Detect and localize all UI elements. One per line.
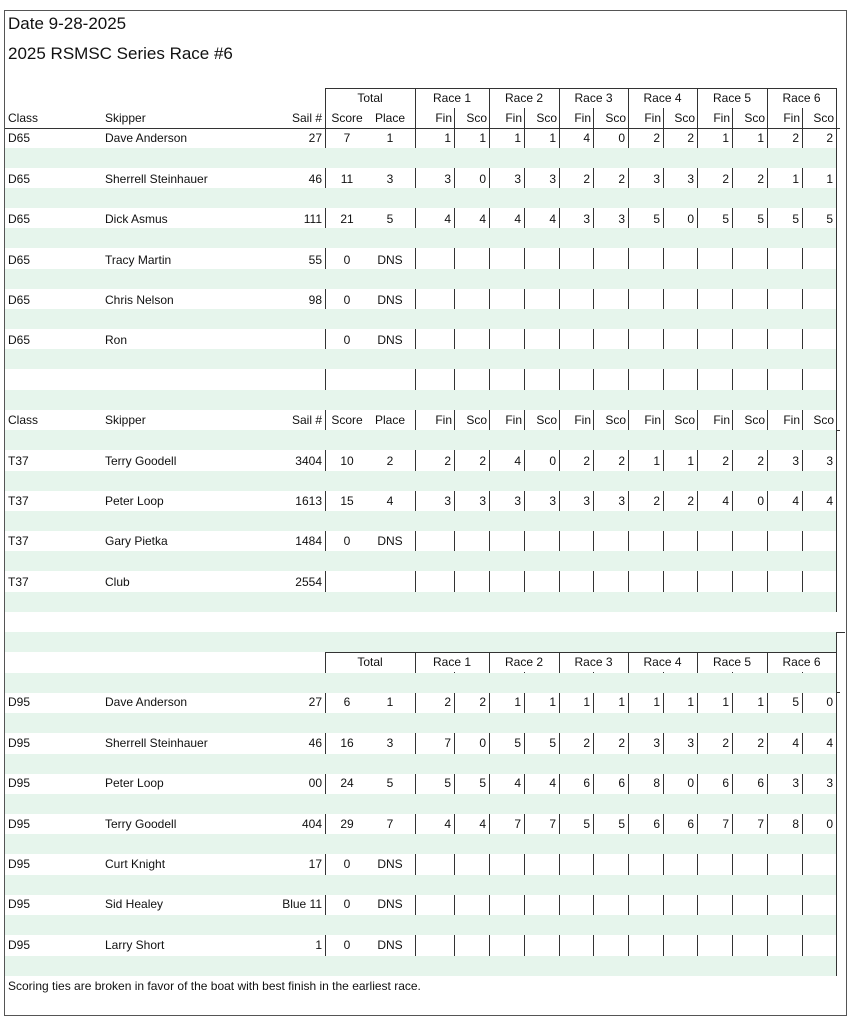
sail-cell: 55 [308,252,322,267]
fin-cell: 2 [653,494,660,508]
sail-cell: 00 [308,776,322,791]
place-cell: 5 [386,776,394,791]
sco-cell: 3 [618,494,625,508]
total-header: Total [357,91,383,105]
sail-cell: 3404 [295,453,322,468]
race-header: Race 3 [574,91,613,105]
fin-cell: 8 [653,776,660,791]
sco-cell: 1 [618,695,625,710]
race-header: Race 4 [643,91,682,105]
sco-cell: 2 [826,131,833,146]
page-border [4,10,847,1016]
place-cell: 2 [386,453,394,468]
place-header: Place [374,413,406,428]
score-cell: 0 [343,857,351,871]
fin-cell: 3 [792,776,799,791]
class-cell: D95 [8,816,31,831]
fin-cell: 7 [514,816,521,831]
place-cell: DNS [377,252,403,267]
fin-cell: 2 [583,453,590,468]
race-header: Race 5 [712,91,752,105]
race-header: Race 6 [782,655,821,669]
skipper-cell: Terry Goodell [105,453,177,468]
score-cell: 6 [343,695,351,710]
skipper-cell: Dick Asmus [105,212,168,227]
score-cell: 0 [343,897,351,912]
footnote: Scoring ties are broken in favor of the boat with best finish in the earliest race. [8,979,421,993]
sco-header: Sco [674,413,695,428]
fin-cell: 5 [653,212,660,227]
score-cell: 10 [340,453,354,468]
sco-cell: 3 [687,171,694,186]
score-cell: 15 [340,494,354,508]
fin-cell: 4 [583,131,590,146]
sco-cell: 1 [757,695,764,710]
sco-header: Sco [536,413,557,428]
place-cell: 1 [386,131,394,146]
fin-cell: 1 [514,131,521,146]
sail-cell: 111 [303,212,322,227]
fin-cell: 2 [653,131,660,146]
race-header: Race 4 [643,655,682,669]
sail-cell: 1 [315,937,322,952]
sail-cell: 1484 [295,534,322,549]
fin-cell: 8 [792,816,799,831]
fin-cell: 4 [514,776,521,791]
fin-cell: 1 [514,695,521,710]
sco-cell: 4 [826,494,833,508]
sco-cell: 2 [618,171,625,186]
fin-header: Fin [574,111,591,126]
skipper-cell: Larry Short [105,937,165,952]
fin-cell: 5 [792,212,799,227]
skipper-cell: Dave Anderson [105,131,188,146]
fin-header: Fin [783,111,800,126]
page-title: 2025 RSMSC Series Race #6 [8,44,233,63]
sco-cell: 4 [549,212,556,227]
class-header: Class [8,111,39,126]
fin-header: Fin [783,413,800,428]
sail-cell: Blue 11 [282,897,322,912]
fin-cell: 5 [722,212,729,227]
score-cell: 21 [340,212,354,227]
fin-header: Fin [644,413,661,428]
class-cell: D65 [8,212,31,227]
sco-cell: 0 [687,212,694,227]
fin-cell: 4 [792,494,799,508]
class-cell: D95 [8,857,31,871]
fin-cell: 2 [444,695,451,710]
sco-cell: 3 [687,735,694,750]
skipper-cell: Tracy Martin [105,252,172,267]
sco-cell: 6 [687,816,694,831]
class-cell: D65 [8,252,31,267]
sco-cell: 3 [479,494,486,508]
race-header: Race 2 [504,91,544,105]
fin-cell: 4 [514,212,521,227]
sco-cell: 3 [618,212,625,227]
fin-cell: 4 [792,735,799,750]
fin-cell: 5 [444,776,451,791]
fin-cell: 3 [444,494,451,508]
skipper-cell: Club [105,574,130,589]
score-cell: 0 [343,252,351,267]
sco-header: Sco [744,413,765,428]
fin-cell: 2 [583,735,590,750]
score-cell: 0 [343,937,351,952]
sco-cell: 1 [479,131,486,146]
fin-cell: 5 [514,735,521,750]
fin-cell: 2 [792,131,799,146]
sco-cell: 0 [618,131,625,146]
sco-cell: 0 [549,453,556,468]
race-header: Race 3 [574,655,613,669]
skipper-cell: Terry Goodell [105,816,177,831]
sco-cell: 2 [687,131,694,146]
sail-cell: 2554 [295,574,322,589]
class-cell: D65 [8,171,31,186]
fin-cell: 1 [444,131,451,146]
place-cell: DNS [377,857,403,871]
race-header: Race 6 [782,91,821,105]
class-cell: D95 [8,897,31,912]
score-cell: 7 [343,131,351,146]
fin-cell: 2 [583,171,590,186]
fin-cell: 1 [583,695,590,710]
sco-cell: 5 [549,735,556,750]
fin-header: Fin [574,413,591,428]
sco-cell: 2 [687,494,694,508]
fin-cell: 2 [722,171,729,186]
fin-header: Fin [435,413,452,428]
class-cell: D95 [8,776,31,791]
fin-header: Fin [505,111,522,126]
skipper-header: Skipper [105,413,146,428]
sco-cell: 5 [479,776,486,791]
sco-header: Sco [536,111,557,126]
fin-cell: 4 [514,453,521,468]
sail-cell: 46 [308,735,322,750]
fin-cell: 7 [722,816,729,831]
sco-header: Sco [744,111,765,126]
place-cell: DNS [377,897,403,912]
sco-cell: 7 [757,816,764,831]
sco-cell: 0 [479,171,486,186]
sco-cell: 5 [757,212,764,227]
fin-cell: 3 [653,171,660,186]
race-header: Race 2 [504,655,544,669]
class-cell: T37 [8,453,29,468]
skipper-cell: Sherrell Steinhauer [105,171,208,186]
race-header: Race 1 [432,655,472,669]
skipper-cell: Gary Pietka [105,534,168,549]
skipper-cell: Dave Anderson [105,695,188,710]
sco-cell: 1 [757,131,764,146]
score-cell: 16 [340,735,354,750]
race-header: Race 5 [712,655,752,669]
fin-cell: 1 [722,695,729,710]
fin-header: Fin [713,111,730,126]
score-cell: 24 [340,776,354,791]
sco-cell: 4 [479,816,486,831]
place-cell: DNS [377,293,403,307]
fin-cell: 3 [583,494,590,508]
fin-header: Fin [644,111,661,126]
fin-cell: 4 [722,494,729,508]
fin-cell: 3 [792,453,799,468]
score-cell: 11 [340,171,354,186]
sco-cell: 7 [549,816,556,831]
sco-cell: 0 [479,735,486,750]
fin-cell: 4 [444,816,451,831]
sco-cell: 4 [479,212,486,227]
place-cell: DNS [377,937,403,952]
score-cell: 0 [343,333,351,348]
sco-cell: 1 [826,171,833,186]
sco-cell: 1 [687,695,694,710]
place-header: Place [374,111,406,126]
fin-cell: 3 [444,171,451,186]
place-cell: 1 [386,695,394,710]
fin-header: Fin [713,413,730,428]
sco-cell: 1 [687,453,694,468]
sail-cell: 1613 [295,494,322,508]
sco-cell: 3 [549,171,556,186]
sco-header: Sco [605,413,626,428]
sail-cell: 404 [301,816,322,831]
race-date: Date 9-28-2025 [8,14,127,33]
sail-header: Sail # [291,111,322,126]
sco-cell: 1 [549,695,556,710]
sco-header: Sco [813,111,834,126]
total-header: Total [357,655,383,669]
sail-cell: 17 [308,857,322,871]
skipper-header: Skipper [105,111,146,126]
skipper-cell: Peter Loop [105,776,164,791]
skipper-cell: Sherrell Steinhauer [105,735,208,750]
sco-cell: 0 [826,816,833,831]
fin-cell: 5 [583,816,590,831]
sco-header: Sco [605,111,626,126]
fin-cell: 2 [722,453,729,468]
class-cell: D95 [8,695,31,710]
sco-cell: 0 [687,776,694,791]
sco-cell: 5 [826,212,833,227]
sco-cell: 1 [549,131,556,146]
sco-cell: 2 [618,453,625,468]
class-cell: D65 [8,131,31,146]
class-cell: D95 [8,937,31,952]
sco-cell: 0 [757,494,764,508]
fin-cell: 3 [583,212,590,227]
fin-header: Fin [435,111,452,126]
fin-cell: 6 [722,776,729,791]
place-cell: 3 [386,735,394,750]
sco-cell: 3 [549,494,556,508]
place-cell: 3 [386,171,394,186]
sail-cell: 46 [308,171,322,186]
fin-cell: 1 [653,453,660,468]
sco-header: Sco [674,111,695,126]
race-header: Race 1 [432,91,472,105]
class-cell: T37 [8,494,29,508]
fin-cell: 6 [583,776,590,791]
class-cell: D95 [8,735,31,750]
sco-header: Sco [466,413,487,428]
fin-cell: 3 [514,494,521,508]
fin-cell: 3 [514,171,521,186]
fin-cell: 2 [722,735,729,750]
skipper-cell: Peter Loop [105,494,164,508]
sco-cell: 0 [826,695,833,710]
fin-cell: 6 [653,816,660,831]
fin-cell: 7 [444,735,451,750]
score-header: Score [331,413,363,428]
sco-cell: 3 [826,453,833,468]
score-cell: 29 [340,816,354,831]
sco-cell: 4 [826,735,833,750]
sco-cell: 2 [757,171,764,186]
sco-cell: 5 [618,816,625,831]
place-cell: 4 [386,494,394,508]
sco-header: Sco [466,111,487,126]
class-cell: T37 [8,534,29,549]
sco-cell: 2 [757,735,764,750]
fin-cell: 2 [444,453,451,468]
fin-cell: 3 [653,735,660,750]
class-cell: D65 [8,293,31,307]
score-cell: 0 [343,534,351,549]
skipper-cell: Curt Knight [105,857,166,871]
place-cell: DNS [377,333,403,348]
sco-cell: 6 [757,776,764,791]
sail-cell: 98 [308,293,322,307]
sco-cell: 4 [549,776,556,791]
skipper-cell: Sid Healey [105,897,164,912]
place-cell: 5 [386,212,394,227]
fin-cell: 4 [444,212,451,227]
fin-cell: 5 [792,695,799,710]
sco-cell: 2 [479,453,486,468]
fin-header: Fin [505,413,522,428]
sco-cell: 2 [479,695,486,710]
sco-cell: 3 [826,776,833,791]
sco-cell: 2 [757,453,764,468]
fin-cell: 1 [792,171,799,186]
place-cell: 7 [386,816,394,831]
sail-cell: 27 [308,131,322,146]
fin-cell: 1 [653,695,660,710]
class-cell: T37 [8,574,29,589]
sco-header: Sco [813,413,834,428]
class-cell: D65 [8,333,31,348]
score-header: Score [331,111,363,126]
place-cell: DNS [377,534,403,549]
sco-cell: 6 [618,776,625,791]
sco-cell: 2 [618,735,625,750]
class-header: Class [8,413,39,428]
skipper-cell: Ron [105,333,128,348]
skipper-cell: Chris Nelson [105,293,174,307]
fin-cell: 1 [722,131,729,146]
score-cell: 0 [343,293,351,307]
sail-cell: 27 [308,695,322,710]
sail-header: Sail # [291,413,322,428]
